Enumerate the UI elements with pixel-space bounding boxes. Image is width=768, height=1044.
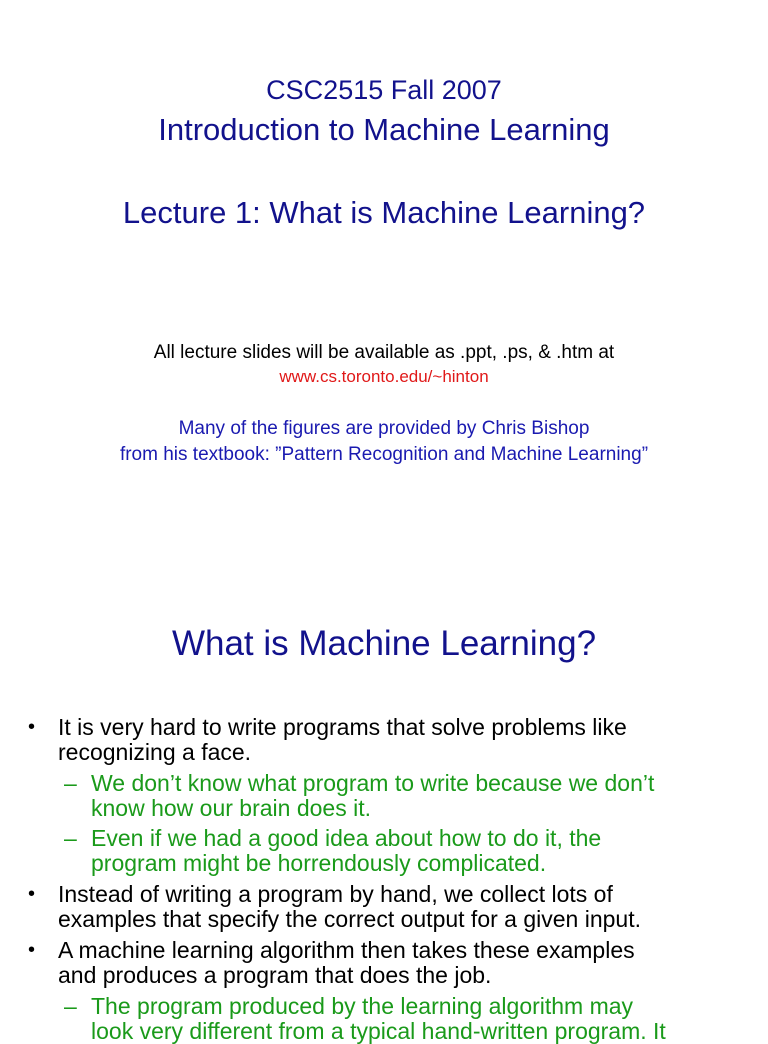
sub-bullet-item: Even if we had a good idea about how to do it, the program might be horrendously complicated. xyxy=(91,825,602,876)
availability-note: All lecture slides will be available as .ppt, .ps, & .htm at xyxy=(153,342,615,363)
slide2-title: What is Machine Learning? xyxy=(171,624,597,663)
bullet-marker: • xyxy=(28,883,36,905)
slides-url-link[interactable]: www.cs.toronto.edu/~hinton xyxy=(279,367,489,386)
sub-bullet-item: We don’t know what program to write because we don’t know how our brain does it. xyxy=(91,770,655,821)
bullet-marker: • xyxy=(28,939,36,961)
figure-credit-line-1: Many of the figures are provided by Chris Bishop xyxy=(178,418,590,439)
bullet-item: Instead of writing a program by hand, we collect lots of examples that specify the correct output for a given input. xyxy=(58,881,641,932)
sub-bullet-marker: – xyxy=(64,770,77,796)
course-code: CSC2515 Fall 2007 xyxy=(266,75,502,105)
sub-bullet-marker: – xyxy=(64,993,77,1019)
bullet-item: A machine learning algorithm then takes these examples and produces a program that does the job. xyxy=(58,937,635,988)
sub-bullet-item: The program produced by the learning algorithm may look very different from a typical hand-written program. It xyxy=(91,993,666,1044)
bullet-marker: • xyxy=(28,716,36,738)
course-title: Introduction to Machine Learning xyxy=(158,112,610,147)
lecture-title: Lecture 1: What is Machine Learning? xyxy=(122,195,646,230)
bullet-item: It is very hard to write programs that solve problems like recognizing a face. xyxy=(58,714,627,765)
figure-credit-line-2: from his textbook: ”Pattern Recognition and Machine Learning” xyxy=(119,444,649,465)
sub-bullet-marker: – xyxy=(64,825,77,851)
